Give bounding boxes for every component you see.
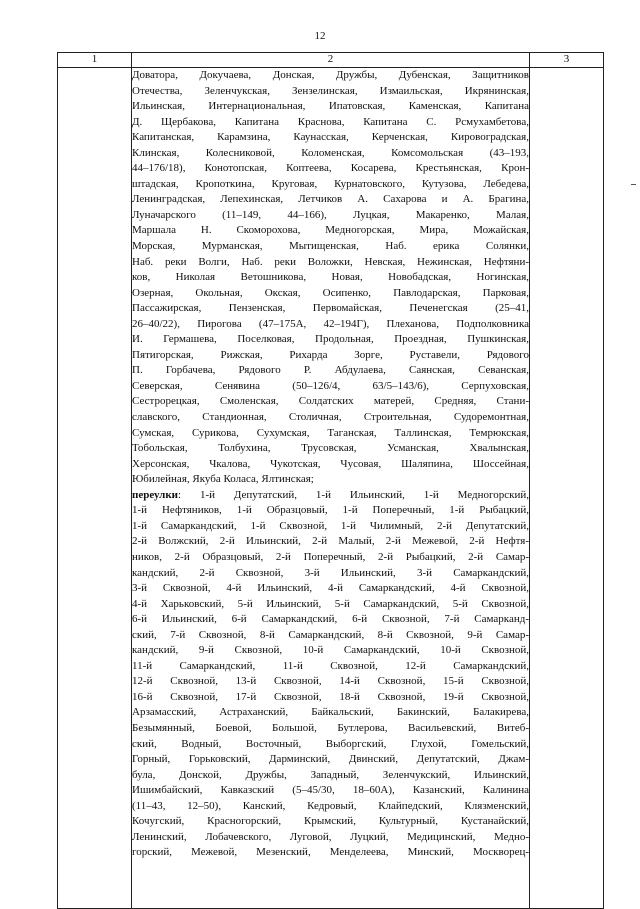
text-line — [132, 643, 529, 659]
text-line — [132, 550, 529, 566]
line-text: П. Горбачева, Рядового Р. Абдулаева, Саянская, Севанская, — [132, 364, 529, 377]
text-line — [132, 845, 529, 861]
text-line — [132, 768, 529, 784]
document-table — [57, 52, 604, 909]
line-text: 1-й Самаркандский, 1-й Сквозной, 1-й Чилимный, 2-й Депутатский, — [132, 519, 529, 532]
text-line — [132, 503, 529, 519]
line-text: штадская, Кропоткина, Круговая, Курнатовского, Кутузова, Лебедева, — [132, 177, 529, 190]
line-text: Ильинская, Интернациональная, Ипатовская, Каменская, Капитана — [132, 100, 529, 113]
text-line — [132, 472, 529, 488]
line-text: ников, 2-й Образцовый, 2-й Поперечный, 2-й Рыбацкий, 2-й Самар- — [132, 550, 529, 563]
line-text: Херсонская, Чкалова, Чукотская, Чусовая, Шаляпина, Шоссейная, — [132, 457, 529, 470]
text-line — [132, 519, 529, 535]
line-text: 6-й Ильинский, 6-й Самаркандский, 6-й Сквозной, 7-й Самарканд- — [132, 613, 529, 626]
line-text: ский, Водный, Восточный, Выборгский, Глухой, Гомельский, — [132, 737, 529, 750]
text-line — [132, 659, 529, 675]
line-text: горский, Межевой, Мезенский, Менделеева, Минский, Москворец- — [132, 846, 529, 859]
line-text: кандский, 2-й Сквозной, 3-й Ильинский, 3-й Самаркандский, — [132, 566, 529, 579]
column-header-2: 2 — [132, 53, 530, 68]
line-text: Клинская, Колесниковой, Коломенская, Комсомольская (43–193, — [132, 146, 529, 159]
line-text: 12-й Сквозной, 13-й Сквозной, 14-й Сквозной, 15-й Сквозной, — [132, 675, 529, 688]
column-header-3: 3 — [530, 53, 604, 68]
text-line — [132, 99, 529, 115]
line-text: И. Гермашева, Поселковая, Продольная, Проездная, Пушкинская, — [132, 333, 529, 346]
text-line — [132, 799, 529, 815]
line-text: Арзамасский, Астраханский, Байкальский, Бакинский, Балакирева, — [132, 706, 529, 719]
line-text: 44–176/18), Конотопская, Коптеева, Косарева, Крестьянская, Крон- — [132, 162, 529, 175]
line-text: Северская, Сенявина (50–126/4, 63/5–143/6), Серпуховская, — [132, 379, 529, 392]
line-text: 2-й Волжский, 2-й Ильинский, 2-й Малый, 2-й Межевой, 2-й Нефтя- — [132, 535, 529, 548]
text-line — [132, 752, 529, 768]
line-text: Отечества, Зеленчукская, Зензелинская, Измаильская, Икрянинская, — [132, 84, 529, 97]
line-text: Д. Щербакова, Капитана Краснова, Капитана С. Рсмухамбетова, — [132, 115, 529, 128]
line-text: Сестрорецкая, Смоленская, Солдатских матерей, Средняя, Стани- — [132, 395, 529, 408]
text-line — [132, 68, 529, 84]
text-line — [132, 379, 529, 395]
line-text: Юбилейная, Якуба Коласа, Ялтинская; — [132, 473, 314, 486]
text-line — [132, 332, 529, 348]
text-line — [132, 130, 529, 146]
text-line — [132, 146, 529, 162]
line-text: 26–40/22), Пирогова (47–175А, 42–194Г), Плеханова, Подполковника — [132, 317, 529, 330]
line-text: 16-й Сквозной, 17-й Сквозной, 18-й Сквозной, 19-й Сквозной, — [132, 690, 529, 703]
line-text: 11-й Самаркандский, 11-й Сквозной, 12-й Самаркандский, — [132, 659, 529, 672]
line-text: Доватора, Докучаева, Донская, Дружбы, Дубенская, Защитников — [132, 69, 529, 81]
text-line — [132, 394, 529, 410]
text-line — [132, 223, 529, 239]
text-line — [132, 208, 529, 224]
column-1-cell — [58, 68, 132, 909]
street-list-cell — [132, 68, 530, 909]
line-text: Кочугский, Красногорский, Крымский, Культурный, Кустанайский, — [132, 815, 529, 828]
line-text: ский, 7-й Сквозной, 8-й Самаркандский, 8-й Сквозной, 9-й Самар- — [132, 628, 529, 641]
line-text: Тобольская, Толбухина, Трусовская, Усманская, Хвалынская, — [132, 442, 529, 455]
line-text: Маршала Н. Скоморохова, Медногорская, Мира, Можайская, — [132, 224, 529, 237]
line-text: Ленинский, Лобачевского, Луговой, Луцкий, Медицинский, Медно- — [132, 830, 529, 843]
text-line — [132, 705, 529, 721]
line-text: 1-й Нефтяников, 1-й Образцовый, 1-й Поперечный, 1-й Рыбацкий, — [132, 504, 529, 517]
line-text: Сумская, Сурикова, Сухумская, Таганская, Таллинская, Темрюкская, — [132, 426, 529, 439]
text-line — [132, 597, 529, 613]
line-text: Горный, Горьковский, Дарминский, Двинский, Депутатский, Джам- — [132, 753, 529, 766]
text-line — [132, 534, 529, 550]
text-line — [132, 721, 529, 737]
line-text: Наб. реки Волги, Наб. реки Воложки, Невская, Нежинская, Нефтяни- — [132, 255, 529, 268]
text-line — [132, 177, 529, 193]
text-line — [132, 457, 529, 473]
text-line — [132, 426, 529, 442]
text-line — [132, 317, 529, 333]
line-text: Озерная, Окольная, Окская, Осипенко, Павлодарская, Парковая, — [132, 286, 529, 299]
text-line — [132, 674, 529, 690]
text-line — [132, 814, 529, 830]
margin-mark — [631, 184, 636, 185]
text-line — [132, 239, 529, 255]
text-line — [132, 566, 529, 582]
line-text: Безымянный, Боевой, Большой, Бутлерова, Васильевский, Витеб- — [132, 721, 529, 734]
text-line — [132, 441, 529, 457]
text-line — [132, 192, 529, 208]
text-line — [132, 783, 529, 799]
column-header-1: 1 — [58, 53, 132, 68]
text-line — [132, 737, 529, 753]
line-text: була, Донской, Дружбы, Западный, Зеленчукский, Ильинский, — [132, 768, 529, 781]
text-line — [132, 301, 529, 317]
text-line — [132, 363, 529, 379]
line-text: Ишимбайский, Кавказский (5–45/30, 18–60А), Казанский, Калинина — [132, 784, 529, 797]
line-text: (11–43, 12–50), Канский, Кедровый, Клайпедский, Клязменский, — [132, 799, 529, 812]
text-line — [132, 255, 529, 271]
line-text: Пассажирская, Пензенская, Первомайская, Печенегская (25–41, — [132, 302, 529, 315]
text-line — [132, 410, 529, 426]
table-header-row — [58, 53, 604, 68]
text-line — [132, 581, 529, 597]
text-line — [132, 286, 529, 302]
section-label: переулки — [132, 488, 179, 501]
column-3-cell — [530, 68, 604, 909]
line-text: Ленинградская, Лепехинская, Летчиков А. Сахарова и А. Брагина, — [132, 193, 529, 206]
line-text: Луначарского (11–149, 44–166), Луцкая, Макаренко, Малая, — [132, 208, 529, 221]
text-line — [132, 628, 529, 644]
line-text: 3-й Сквозной, 4-й Ильинский, 4-й Самаркандский, 4-й Сквозной, — [132, 582, 529, 595]
text-line — [132, 488, 529, 504]
text-line — [132, 115, 529, 131]
text-line — [132, 161, 529, 177]
text-line — [132, 612, 529, 628]
line-text: 4-й Харьковский, 5-й Ильинский, 5-й Самаркандский, 5-й Сквозной, — [132, 597, 529, 610]
line-text: кандский, 9-й Сквозной, 10-й Самаркандский, 10-й Сквозной, — [132, 644, 529, 657]
line-text: Морская, Мурманская, Мытищенская, Наб. ерика Солянки, — [132, 240, 529, 253]
text-line — [132, 830, 529, 846]
text-line — [132, 84, 529, 100]
line-text: славского, Стандионная, Столичная, Строительная, Судоремонтная, — [132, 411, 529, 424]
line-text: Пятигорская, Рижская, Рихарда Зорге, Руставели, Рядового — [132, 348, 529, 361]
line-text: ков, Николая Ветошникова, Новая, Новобадская, Ногинская, — [132, 271, 529, 284]
line-text: Капитанская, Карамзина, Каунасская, Керченская, Кировоградская, — [132, 131, 529, 144]
text-line — [132, 690, 529, 706]
text-line — [132, 270, 529, 286]
page-number: 12 — [314, 30, 326, 42]
text-line — [132, 348, 529, 364]
table-body-row — [58, 68, 604, 909]
line-text: : 1-й Депутатский, 1-й Ильинский, 1-й Медногорский, — [178, 488, 529, 501]
